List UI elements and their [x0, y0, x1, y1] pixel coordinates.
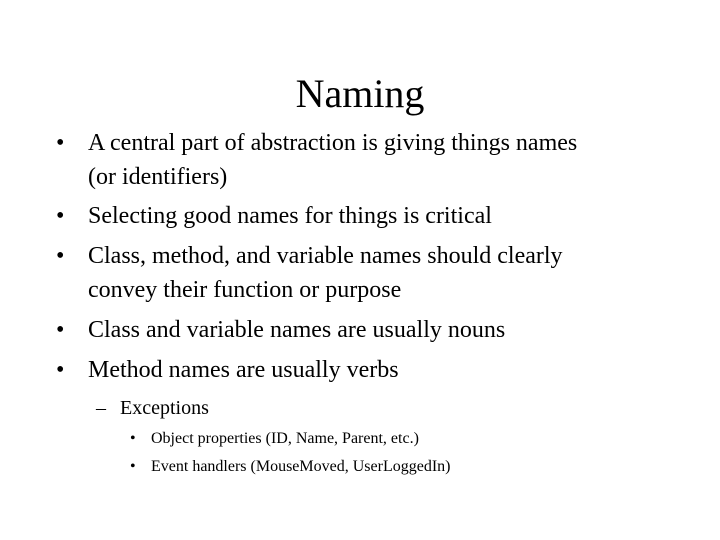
list-item-text-continued: convey their function or purpose	[88, 277, 402, 303]
list-item-text-continued: (or identifiers)	[88, 164, 228, 190]
bullet-icon: •	[56, 203, 65, 229]
list-item-text: Method names are usually verbs	[88, 357, 399, 383]
bullet-icon: •	[130, 458, 136, 475]
bullet-icon: •	[56, 317, 65, 343]
bullet-icon: •	[56, 130, 65, 156]
sub-sub-list-item-text: Event handlers (MouseMoved, UserLoggedIn)	[151, 458, 451, 475]
slide-title: Naming	[295, 71, 425, 116]
bullet-icon: •	[56, 357, 65, 383]
list-item-text: Selecting good names for things is critical	[88, 203, 492, 229]
sub-sub-list-item-text: Object properties (ID, Name, Parent, etc.)	[151, 430, 419, 447]
dash-icon: –	[96, 397, 106, 419]
bullet-icon: •	[56, 243, 65, 269]
bullet-icon: •	[130, 430, 136, 447]
list-item-text: Class and variable names are usually nouns	[88, 317, 506, 343]
list-item-text: Class, method, and variable names should clearly	[88, 243, 563, 269]
list-item-text: A central part of abstraction is giving things names	[88, 130, 578, 156]
sub-list-item-text: Exceptions	[120, 397, 209, 419]
